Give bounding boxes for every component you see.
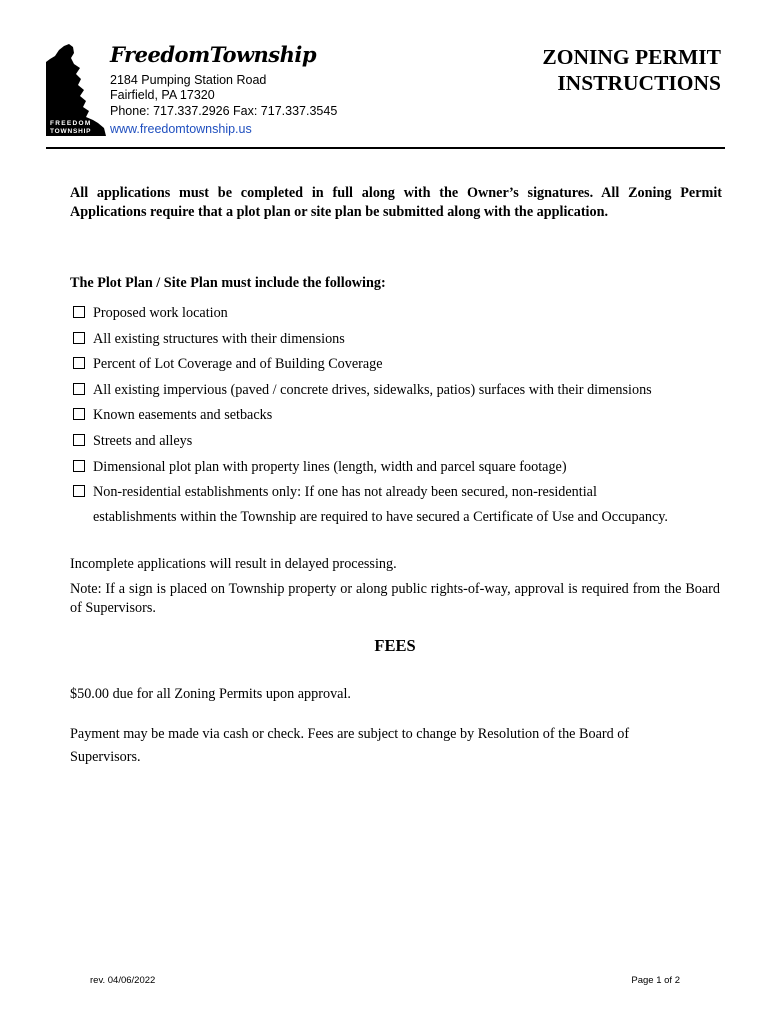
checklist-item [73, 354, 652, 380]
checklist-item-label: Non-residential establishments only: If one has not already been secured, non-residential [93, 484, 597, 501]
checklist-item [73, 431, 652, 457]
checkbox[interactable] [73, 434, 85, 446]
title-line-2: INSTRUCTIONS [557, 71, 721, 95]
fees-heading: FEES [374, 636, 416, 655]
logo-text-freedom: FREEDOM [50, 120, 92, 127]
checklist-item [73, 457, 652, 483]
document-title [542, 44, 721, 96]
plot-plan-heading: The Plot Plan / Site Plan must include the following: [70, 275, 386, 291]
checklist-item [73, 329, 652, 355]
checklist-item-label: All existing impervious (paved / concrete drives, sidewalks, patios) surfaces with their dimensions [93, 381, 652, 398]
website-link[interactable]: www.freedomtownship.us [110, 122, 252, 136]
title-line-1: ZONING PERMIT [542, 45, 721, 69]
payment-info: Payment may be made via cash or check. Fees are subject to change by Resolution of the Board of Supervisors. [70, 726, 630, 765]
checklist-item [73, 482, 652, 508]
header-divider [46, 147, 725, 149]
checklist-item-label: Percent of Lot Coverage and of Building Coverage [93, 356, 383, 373]
fee-amount: $50.00 due for all Zoning Permits upon approval. [70, 686, 351, 702]
revision-date: rev. 04/06/2022 [90, 975, 156, 986]
checklist-item-label: Proposed work location [93, 305, 228, 321]
checklist-item [73, 380, 652, 406]
checkbox[interactable] [73, 332, 85, 344]
logo-text-township: TOWNSHIP [50, 128, 92, 135]
sign-note: Note: If a sign is placed on Township property or along public rights-of-way, approval is required from the Board of Supervisors. [70, 581, 720, 616]
intro-paragraph: All applications must be completed in full along with the Owner’s signatures. All Zoning Permit Applications require that a plot plan or site plan be submitted along with the application. [70, 185, 722, 220]
checkbox[interactable] [73, 306, 85, 318]
incomplete-notice: Incomplete applications will result in delayed processing. [70, 556, 397, 572]
checkbox[interactable] [73, 460, 85, 472]
phone-fax: Phone: 717.337.2926 Fax: 717.337.3545 [110, 104, 338, 118]
checkbox[interactable] [73, 408, 85, 420]
address-street: 2184 Pumping Station Road [110, 73, 267, 87]
checkbox[interactable] [73, 485, 85, 497]
page-number: Page 1 of 2 [631, 975, 680, 986]
checkbox[interactable] [73, 357, 85, 369]
checklist-item-continuation: establishments within the Township are required to have secured a Certificate of Use and Occupancy. [93, 509, 668, 525]
freedom-township-logo [46, 44, 106, 136]
checklist-item-label: All existing structures with their dimensions [93, 330, 345, 347]
plot-plan-checklist [73, 303, 652, 508]
checklist-item-label: Known easements and setbacks [93, 407, 273, 424]
checklist-item-label: Dimensional plot plan with property lines (length, width and parcel square footage) [93, 458, 567, 475]
org-name: FreedomTownship [110, 42, 317, 67]
checkbox[interactable] [73, 383, 85, 395]
address-city: Fairfield, PA 17320 [110, 88, 215, 102]
checklist-item [73, 405, 652, 431]
checklist-item [73, 303, 652, 329]
checklist-item-label: Streets and alleys [93, 432, 193, 449]
